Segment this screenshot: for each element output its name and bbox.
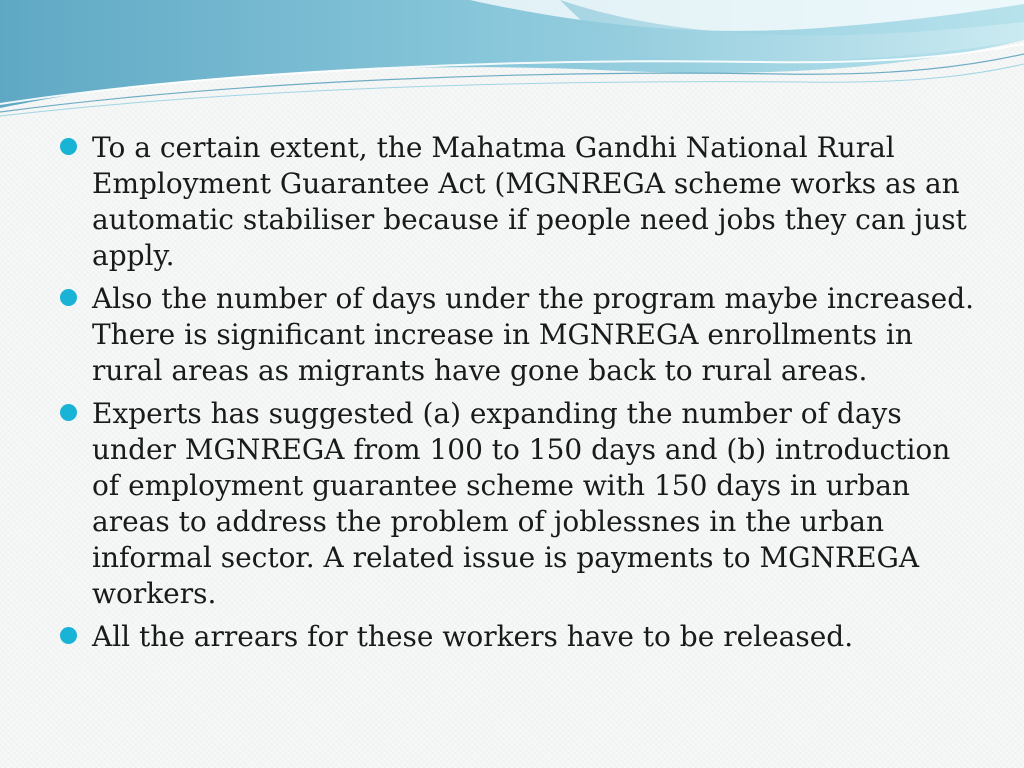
bullet-item bbox=[60, 396, 980, 612]
bullet-text: Also the number of days under the program maybe increased. There is significant increase in MGNREGA enrollments in rural areas as migrants have gone back to rural areas. bbox=[92, 282, 975, 387]
bullet-dot-icon bbox=[60, 138, 77, 155]
bullet-dot-icon bbox=[60, 404, 77, 421]
bullet-text: Experts has suggested (a) expanding the number of days under MGNREGA from 100 to 150 days and (b) introduction of employment guarantee scheme with 150 days in urban areas to address the problem of joblessnes in the urban informal sector. A related issue is payments to MGNREGA workers. bbox=[92, 397, 951, 610]
bullet-item bbox=[60, 130, 980, 274]
header-wave-decoration bbox=[0, 0, 1024, 120]
bullet-item bbox=[60, 619, 980, 655]
bullet-text: All the arrears for these workers have to be released. bbox=[92, 620, 854, 653]
slide-content bbox=[60, 130, 980, 662]
bullet-item bbox=[60, 281, 980, 389]
bullet-list bbox=[60, 130, 980, 655]
bullet-dot-icon bbox=[60, 289, 77, 306]
bullet-text: To a certain extent, the Mahatma Gandhi National Rural Employment Guarantee Act (MGNREGA scheme works as an automatic stabiliser because if people need jobs they can just apply. bbox=[92, 131, 967, 272]
bullet-dot-icon bbox=[60, 627, 77, 644]
